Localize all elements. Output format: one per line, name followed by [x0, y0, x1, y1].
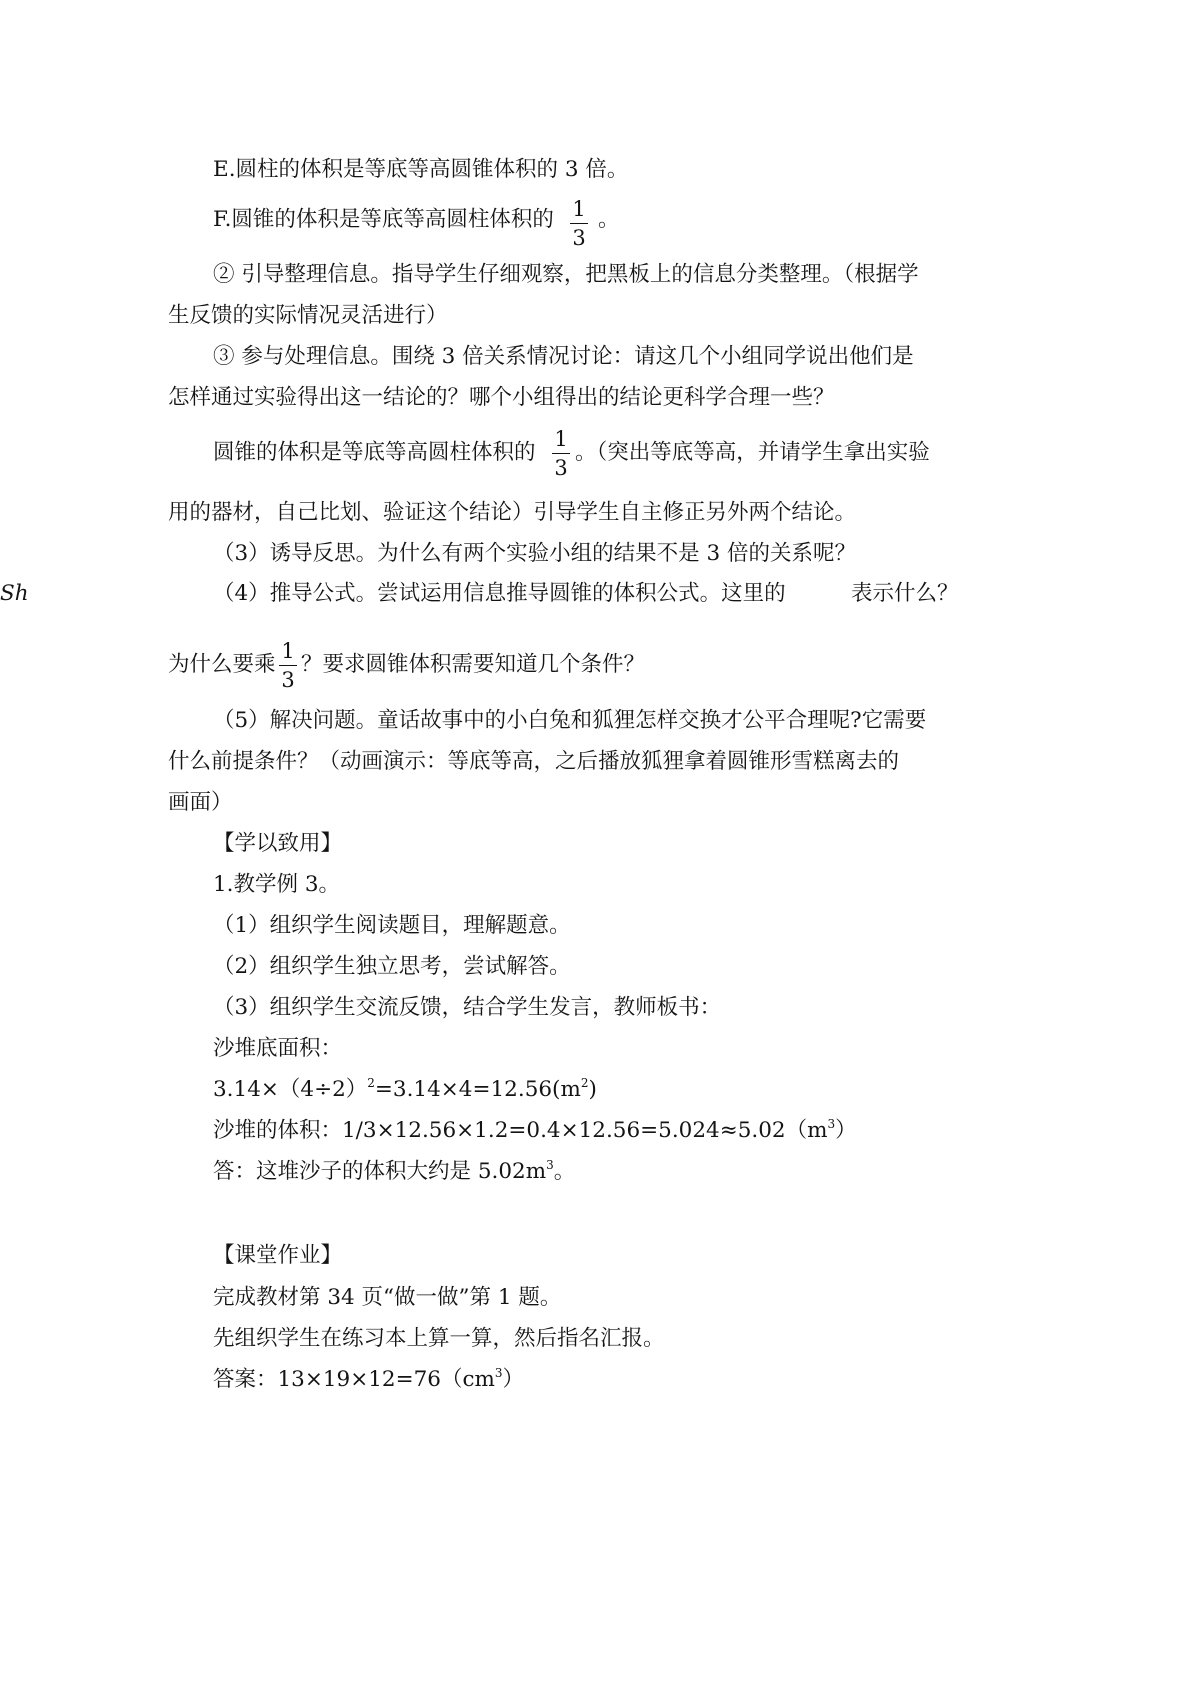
answer-end: 。: [553, 1159, 576, 1184]
unit-exponent: 3: [546, 1158, 554, 1172]
conclusion-line2: [0, 493, 1191, 533]
homework-answer-text: 答案：13×19×12=76（cm: [213, 1367, 495, 1392]
item-5-text-c: 画面）: [168, 790, 233, 815]
homework-line2: [0, 1319, 1191, 1359]
unit-exponent: 3: [827, 1117, 836, 1131]
volume-calc: [0, 1111, 1191, 1151]
step-3: [0, 988, 1191, 1028]
item-5-line3: [0, 783, 1191, 823]
step2-text-a: ② 引导整理信息。指导学生仔细观察，把黑板上的信息分类整理。（根据学: [213, 262, 919, 287]
heading-text: 【课堂作业】: [213, 1243, 343, 1268]
example-text: 1.教学例 3。: [213, 872, 341, 897]
step2-line1: [0, 255, 1191, 295]
item-5-text-b: 什么前提条件？（动画演示：等底等高，之后播放狐狸拿着圆锥形雪糕离去的: [168, 749, 900, 774]
step2-text-b: 生反馈的实际情况灵活进行）: [168, 303, 448, 328]
step-2-text: （2）组织学生独立思考，尝试解答。: [213, 954, 571, 979]
answer-text-wrap: [213, 1152, 575, 1192]
fraction-denominator: 3: [572, 226, 586, 250]
volume-end: ）: [835, 1118, 857, 1143]
fraction-numerator: 1: [572, 197, 586, 221]
conclusion-text-c: 用的器材，自己比划、验证这个结论）引导学生自主修正另外两个结论。: [168, 500, 857, 525]
fraction-bar: [279, 665, 297, 666]
answer-line: [0, 1152, 1191, 1192]
homework-answer: [0, 1360, 1191, 1400]
step-1: [0, 906, 1191, 946]
item-4: [0, 574, 1191, 614]
base-area-calc: [0, 1070, 1191, 1110]
item-f-end: 。: [598, 207, 620, 232]
fraction-one-third: [567, 197, 591, 250]
item-e-text: E.圆柱的体积是等底等高圆锥体积的 3 倍。: [213, 157, 629, 182]
question-text-a: 为什么要乘: [168, 652, 276, 677]
section-heading-homework: [0, 1236, 1191, 1276]
step3-text-b: 怎样通过实验得出这一结论的？哪个小组得出的结论更科学合理一些？: [168, 385, 835, 410]
volume-formula: [213, 1111, 857, 1151]
volume-text: 沙堆的体积：1/3×12.56×1.2=0.4×12.56=5.024≈5.02（m: [213, 1118, 828, 1143]
step3-line2: [0, 378, 1191, 418]
conclusion-text-a: 圆锥的体积是等底等高圆柱体积的: [213, 440, 536, 465]
conclusion-text-b: 。（突出等底等高，并请学生拿出实验: [575, 440, 930, 465]
fraction-bar: [552, 453, 570, 454]
exponent: 2: [367, 1076, 375, 1090]
step3-text-a: ③ 参与处理信息。围绕 3 倍关系情况讨论：请这几个小组同学说出他们是: [213, 344, 914, 369]
step3-line1: [0, 337, 1191, 377]
fraction-one-third: [549, 427, 573, 480]
homework-answer-wrap: [213, 1360, 524, 1400]
item-4-text-b: 表示什么？: [851, 581, 959, 606]
fraction-one-third: [276, 639, 300, 692]
item-3-text: （3）诱导反思。为什么有两个实验小组的结果不是 3 倍的关系呢？: [213, 541, 857, 566]
fraction-denominator: 3: [554, 456, 568, 480]
answer-text: 答：这堆沙子的体积大约是 5.02m: [213, 1159, 547, 1184]
item-f-text: F.圆锥的体积是等底等高圆柱体积的: [213, 207, 554, 232]
fraction-numerator: 1: [554, 427, 568, 451]
unit-exponent: 3: [494, 1366, 503, 1380]
item-5-line1: [0, 701, 1191, 741]
item-4-text-a: （4）推导公式。尝试运用信息推导圆锥的体积公式。这里的: [213, 581, 786, 606]
step-1-text: （1）组织学生阅读题目，理解题意。: [213, 913, 571, 938]
homework-line1: [0, 1278, 1191, 1318]
fraction-denominator: 3: [281, 668, 295, 692]
base-area-formula: [213, 1070, 597, 1110]
sh-symbol: Sh: [0, 581, 29, 606]
example-heading: [0, 865, 1191, 905]
base-area-label: [0, 1029, 1191, 1069]
step2-line2: [0, 296, 1191, 336]
heading-text: 【学以致用】: [213, 831, 343, 856]
question-line: [0, 639, 1191, 692]
item-3: [0, 534, 1191, 574]
step-3-text: （3）组织学生交流反馈，结合学生发言，教师板书：: [213, 995, 722, 1020]
fraction-bar: [570, 223, 588, 224]
question-text-b: ？要求圆锥体积需要知道几个条件？: [301, 652, 646, 677]
item-5-text-a: （5）解决问题。童话故事中的小白兔和狐狸怎样交换才公平合理呢?它需要: [213, 708, 927, 733]
calc-part-3: ): [588, 1077, 597, 1102]
unit-exponent: 2: [580, 1076, 589, 1090]
conclusion-line1: [0, 427, 1191, 480]
step-2: [0, 947, 1191, 987]
calc-part-2: =3.14×4=12.56(m: [374, 1077, 581, 1102]
homework-text-1: 完成教材第 34 页“做一做”第 1 题。: [213, 1285, 562, 1310]
fraction-numerator: 1: [281, 639, 295, 663]
section-heading-application: [0, 824, 1191, 864]
homework-text-2: 先组织学生在练习本上算一算，然后指名汇报。: [213, 1326, 665, 1351]
homework-answer-end: ）: [502, 1367, 525, 1392]
calc-part-1: 3.14×（4÷2）: [213, 1077, 368, 1102]
item-e: [0, 150, 1191, 190]
base-area-text: 沙堆底面积：: [213, 1036, 343, 1061]
item-f: [0, 197, 1191, 250]
item-5-line2: [0, 742, 1191, 782]
